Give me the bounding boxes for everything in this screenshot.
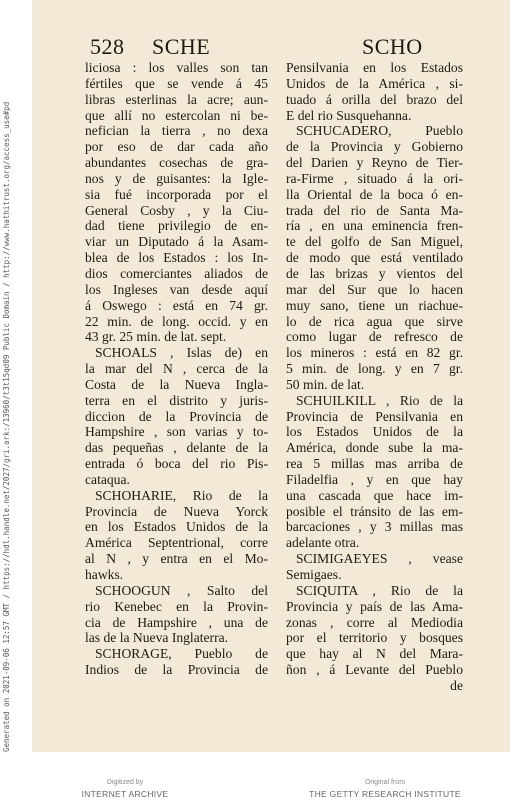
text-line: liciosa : los valles son tan — [85, 60, 268, 75]
text-line: 5 min. de long. y en 7 gr. — [286, 361, 463, 377]
text-line: muy sano, tiene un riachue- — [286, 297, 463, 313]
text-line: América Septentrional, corre — [85, 535, 268, 551]
text-line: los Estados Unidos de la — [286, 424, 463, 440]
text-line: dios comerciantes aliados de — [85, 265, 268, 281]
text-line: 43 gr. 25 min. de lat. sept. — [85, 329, 227, 345]
original-from-credit — [305, 778, 465, 800]
text-line: de — [450, 677, 463, 693]
text-line: dad tiene privilegio de en- — [85, 218, 268, 234]
text-line: en los Estados Unidos de la — [85, 519, 268, 535]
text-line: SCHOHARIE, Rio de la — [95, 487, 268, 503]
text-line: libras esterlinas la acre; aun- — [85, 91, 268, 107]
text-line: SCHOALS , Islas de) en — [95, 345, 268, 361]
text-line: á Oswego : está en 74 gr. — [85, 297, 268, 313]
text-line: del Darien y Reyno de Tier- — [286, 155, 463, 171]
text-line: rio Kenebec en la Provin- — [85, 598, 268, 614]
text-line: Provincia de Nueva Yorck — [85, 503, 268, 519]
text-line: SCIQUITA , Rio de la — [296, 582, 463, 598]
text-line: al N , y entra en el Mo- — [85, 551, 268, 567]
text-line: das pequeñas , delante de la — [85, 440, 268, 456]
text-line: lla Oriental de la boca ó en- — [286, 186, 463, 202]
text-line: hawks. — [85, 567, 124, 582]
left-column — [85, 60, 268, 678]
page-number: 528 — [90, 34, 125, 59]
text-line: zonas , corre al Mediodia — [286, 614, 463, 630]
text-line: SCHOOGUN , Salto del — [95, 582, 268, 598]
text-line: una cascada que hace im- — [286, 487, 463, 503]
text-line: SCHORAGE, Pueblo de — [95, 646, 268, 662]
text-line: entrada ó boca del rio Pis- — [85, 456, 268, 472]
text-line: lo de rica agua que sirve — [286, 313, 463, 329]
text-line: mar del Sur que lo hacen — [286, 281, 463, 297]
right-running-head: SCHO — [362, 34, 423, 59]
right-column — [286, 60, 463, 694]
text-line: por eso de dar cada año — [85, 139, 268, 155]
text-line: de la Provincia y Gobierno — [286, 139, 463, 155]
text-line: las de la Nueva Inglaterra. — [85, 630, 229, 646]
text-line: Filadelfia , y en que hay — [286, 471, 463, 487]
text-line: la mar del N , cerca de la — [85, 361, 268, 377]
text-line: SCIMIGAEYES , vease — [296, 551, 463, 567]
text-line: que hay al N del Mara- — [286, 646, 463, 662]
text-line: Semigaes. — [286, 567, 342, 582]
text-line: E del rio Susquehanna. — [286, 107, 412, 123]
text-line: ra-Firme , situado á la ori- — [286, 170, 463, 186]
text-line: 22 min. de long. occid. y en — [85, 313, 268, 329]
text-line: ñon , á Levante del Pueblo — [286, 662, 463, 678]
text-line: Unidos de la América , si- — [286, 75, 463, 91]
text-line: que allí no estercolan ni be- — [85, 107, 268, 123]
text-line: como lugar de refresco de — [286, 329, 463, 345]
text-line: blea de los Estados : los In- — [85, 250, 268, 266]
internet-archive-label: INTERNET ARCHIVE — [81, 789, 169, 799]
text-line: viar un Diputado á la Asam- — [85, 234, 268, 250]
text-line: barcaciones , y 3 millas mas — [286, 519, 463, 535]
text-line: América, donde sube la ma- — [286, 440, 463, 456]
text-line: 50 min. de lat. — [286, 376, 365, 392]
getty-institute-label: THE GETTY RESEARCH INSTITUTE — [309, 789, 461, 799]
text-line: cia de Hampshire , una de — [85, 614, 268, 630]
text-line: rea 5 millas mas arriba de — [286, 456, 463, 472]
digitized-by-credit — [80, 778, 170, 800]
text-line: ría , en una eminencia fren- — [286, 218, 463, 234]
text-line: Indios de la Provincia de — [85, 662, 268, 678]
text-line: Pensilvania en los Estados — [286, 60, 463, 75]
text-line: de modo que está ventilado — [286, 250, 463, 266]
text-line: tuado á orilla del brazo del — [286, 91, 463, 107]
text-line: de las brizas y vientos del — [286, 265, 463, 281]
text-line: SCHUCADERO, Pueblo — [296, 123, 463, 139]
text-line: sia fué incorporada por el — [85, 186, 268, 202]
text-line: los Ingleses van desde aquí — [85, 281, 268, 297]
text-line: diccion de la Provincia de — [85, 408, 268, 424]
text-line: Provincia y país de las Ama- — [286, 598, 463, 614]
text-line: General Cosby , y la Ciu- — [85, 202, 268, 218]
text-line: adelante otra. — [286, 535, 360, 551]
text-line: Hampshire , son varias y to- — [85, 424, 268, 440]
text-line: trada del rio de Santa Ma- — [286, 202, 463, 218]
left-running-head: SCHE — [152, 34, 211, 59]
access-sidenote: Generated on 2021-09-06 12:57 GMT / https://hdl.handle.net/2027/gri.ark:/13960/t3t15qd09 Public Domain / http://www.hathitrust.org/access_use#pd — [2, 101, 11, 752]
text-line: nefician la tierra , no dexa — [85, 123, 268, 139]
text-line: abundantes cosechas de gra- — [85, 155, 268, 171]
text-line: Costa de la Nueva Ingla- — [85, 376, 268, 392]
text-line: fértiles que se vende á 45 — [85, 75, 268, 91]
text-line: nos y de guisantes: la Igle- — [85, 170, 268, 186]
text-line: Provincia de Pensilvania en — [286, 408, 463, 424]
original-from-label: Original from — [364, 779, 406, 786]
text-line: SCHUILKILL , Rio de la — [296, 392, 463, 408]
text-line: por el territorio y bosques — [286, 630, 463, 646]
text-line: los mineros : está en 82 gr. — [286, 345, 463, 361]
text-line: terra en el distrito y juris- — [85, 392, 268, 408]
digitized-by-label: Digitized by — [106, 779, 144, 786]
text-line: te del golfo de San Miguel, — [286, 234, 463, 250]
footer — [0, 752, 510, 800]
text-line: cataqua. — [85, 471, 130, 487]
text-line: posible el tránsito de las em- — [286, 503, 463, 519]
